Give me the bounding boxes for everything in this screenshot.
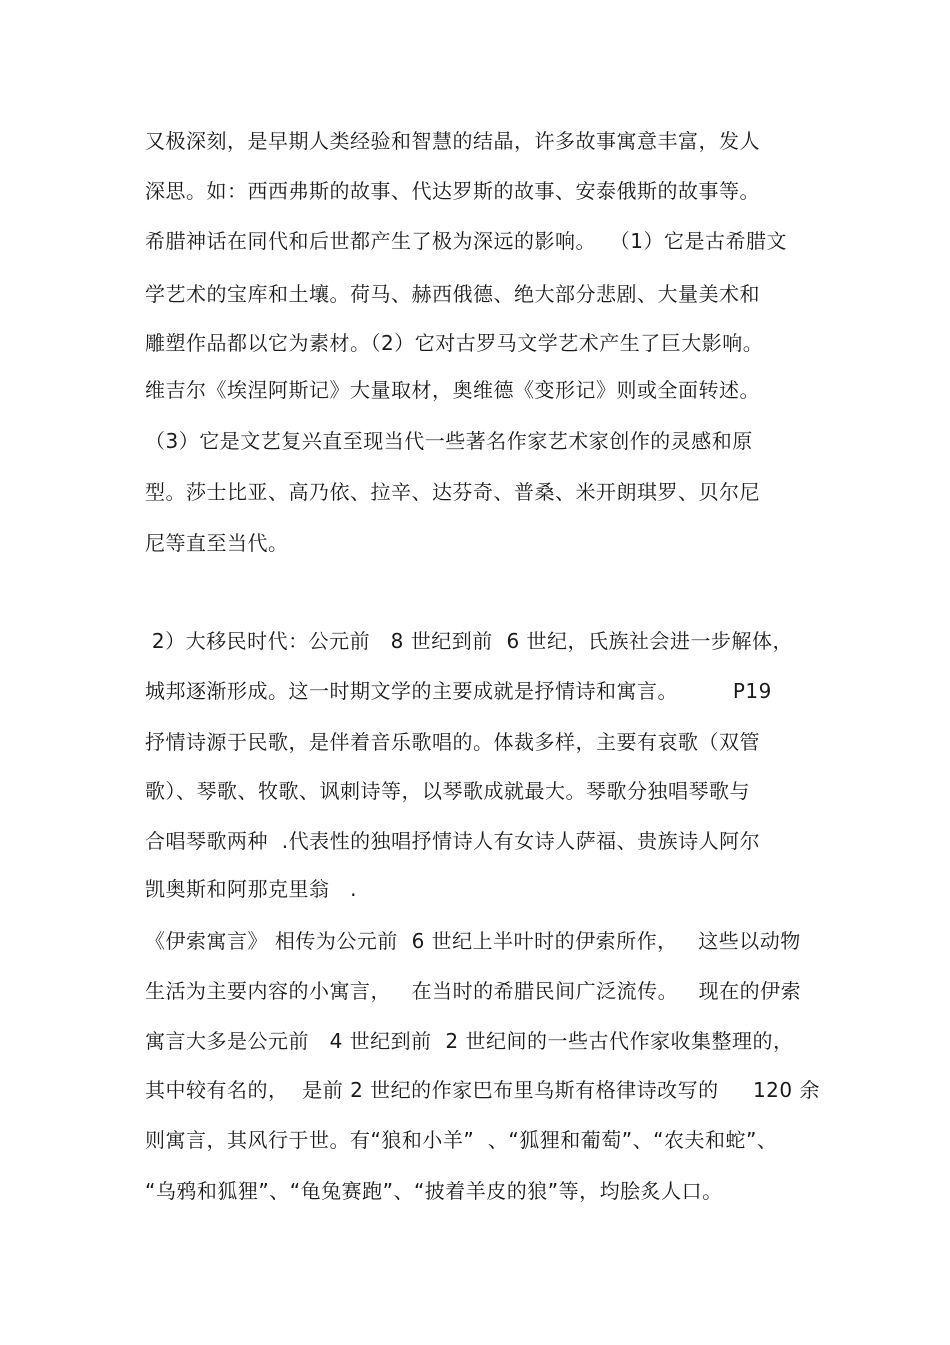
- text-line: 又极深刻，是早期人类经验和智慧的结晶，许多故事寓意丰富，发人: [145, 129, 760, 153]
- text-line: 寓言大多是公元前 4 世纪到前 2 世纪间的一些古代作家收集整理的，: [145, 1029, 794, 1053]
- text-line: 2）大移民时代：公元前 8 世纪到前 6 世纪，氏族社会进一步解体，: [145, 629, 794, 653]
- text-line: 希腊神话在同代和后世都产生了极为深远的影响。 （1）它是古希腊文: [145, 229, 787, 253]
- text-line: 学艺术的宝库和土壤。荷马、赫西俄德、绝大部分悲剧、大量美术和: [145, 282, 760, 306]
- text-line: 则寓言，其风行于世。有“狼和小羊” 、“狐狸和葡萄”、“农夫和蛇”、: [145, 1128, 778, 1152]
- text-line: 城邦逐渐形成。这一时期文学的主要成就是抒情诗和寓言。 P19: [145, 679, 772, 703]
- text-line: （3）它是文艺复兴直至现当代一些著名作家艺术家创作的灵感和原: [145, 429, 753, 453]
- text-line: 《伊索寓言》 相传为公元前 6 世纪上半叶时的伊索所作， 这些以动物: [145, 929, 801, 953]
- text-line: 尼等直至当代。: [145, 531, 289, 555]
- text-line: 歌）、琴歌、牧歌、讽刺诗等，以琴歌成就最大。琴歌分独唱琴歌与: [145, 779, 750, 803]
- text-line: 其中较有名的， 是前 2 世纪的作家巴布里乌斯有格律诗改写的 120 余: [145, 1078, 820, 1102]
- text-line: 生活为主要内容的小寓言， 在当时的希腊民间广泛流传。 现在的伊索: [145, 979, 802, 1003]
- text-line: 抒情诗源于民歌，是伴着音乐歌唱的。体裁多样，主要有哀歌（双管: [145, 730, 760, 754]
- text-line: 凯奥斯和阿那克里翁 .: [145, 877, 357, 901]
- text-line: 维吉尔《埃涅阿斯记》大量取材，奥维德《变形记》则或全面转述。: [145, 378, 760, 402]
- text-line: “乌鸦和狐狸”、“龟兔赛跑”、“披着羊皮的狼”等，均脍炙人口。: [145, 1179, 723, 1203]
- text-line: 型。莎士比亚、高乃依、拉辛、达芬奇、普桑、米开朗琪罗、贝尔尼: [145, 480, 760, 504]
- text-line: 深思。如：西西弗斯的故事、代达罗斯的故事、安泰俄斯的故事等。: [145, 179, 760, 203]
- text-line: 雕塑作品都以它为素材。（2）它对古罗马文学艺术产生了巨大影响。: [145, 331, 764, 355]
- text-line: 合唱琴歌两种 .代表性的独唱抒情诗人有女诗人萨福、贵族诗人阿尔: [145, 829, 761, 853]
